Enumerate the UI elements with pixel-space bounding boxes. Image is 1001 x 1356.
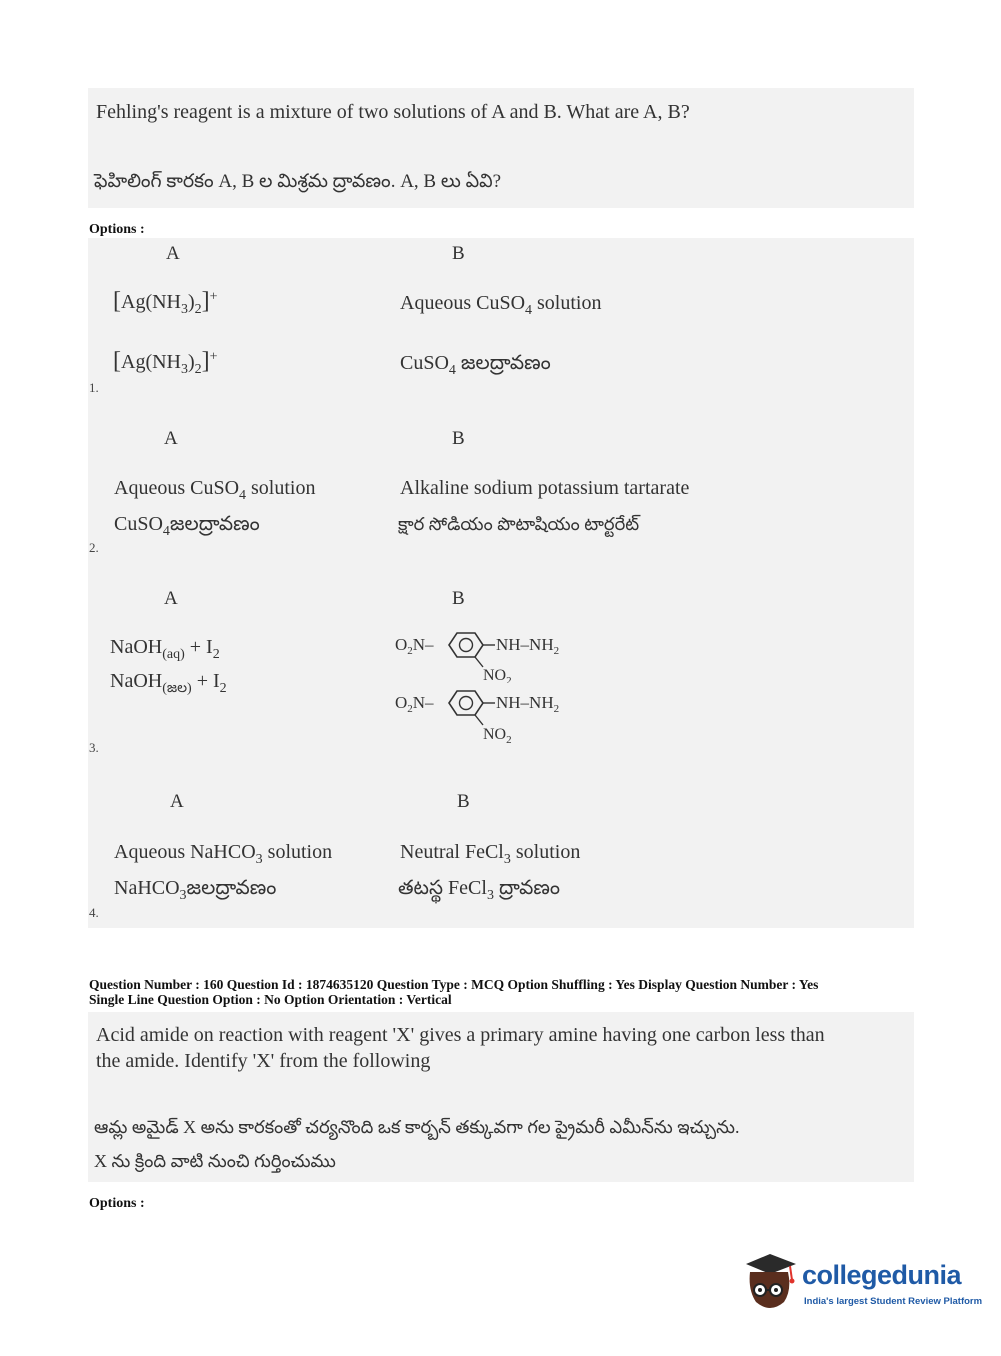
option4-col-b-header: B <box>457 791 470 812</box>
option1-b2: CuSO$_4$ జలద్రావణం <box>400 352 551 378</box>
options-label: Options : <box>89 222 145 237</box>
option4-a1: Aqueous NaHCO$_3$ solution <box>114 841 333 867</box>
option4-b2: తటస్థ FeCl$_3$ ద్రావణం <box>398 877 560 903</box>
question2-text-te-line1: ఆమ్ల అమైడ్ X అను కారకంతో చర్యనొంది ఒక కార్బన్ తక్కువగా గల ప్రైమరీ ఎమీన్‌ను ఇచ్చును. <box>94 1117 740 1137</box>
option1-a2: $[Ag(NH_3)_2]^+$ <box>113 348 218 377</box>
option3-a1: NaOH$_{(aq)}$ + $I_2$ <box>110 636 220 662</box>
question-meta-line2: Single Line Question Option : No Option Orientation : Vertical <box>89 992 452 1007</box>
svg-text:NO2: $NO_2$ <box>483 726 512 745</box>
option1-col-b-header: B <box>452 243 465 264</box>
svg-text:NH–NH2: $NH-NH_2$ <box>496 693 560 715</box>
option4-a2: NaHCO$_3$జలద్రావణం <box>114 877 277 903</box>
option4-col-a-header: A <box>170 791 184 812</box>
option1-col-a-header: A <box>166 243 180 264</box>
question2-text-te-line2: X ను క్రింది వాటి నుంచి గుర్తించుము <box>94 1151 336 1171</box>
option3-a2: NaOH$_{(జల)}$ + $I_2$ <box>110 670 227 696</box>
question-text-en: Fehling's reagent is a mixture of two solutions of A and B. What are A, B? <box>96 101 690 123</box>
scan-region-options <box>88 238 914 928</box>
svg-text:NH–NH2: $NH-NH_2$ <box>496 635 560 657</box>
option1-b1: Aqueous CuSO$_4$ solution <box>400 292 602 318</box>
question2-text-en-line2: the amide. Identify 'X' from the following <box>96 1050 431 1072</box>
option2-b1: Alkaline sodium potassium tartarate <box>400 477 690 499</box>
mascot-icon <box>740 1250 800 1318</box>
option4-b1: Neutral FeCl$_3$ solution <box>400 841 581 867</box>
option1-a1: $[Ag(NH_3)_2]^+$ <box>113 288 218 317</box>
option3-b-structure-1 <box>395 625 595 683</box>
option3-number: 3. <box>89 740 99 755</box>
option2-a2: CuSO$_4$జలద్రావణం <box>114 513 260 539</box>
option3-col-b-header: B <box>452 588 465 609</box>
collegedunia-logo <box>740 1250 983 1320</box>
svg-text:O2N–: $O_2N-$ <box>395 635 434 657</box>
option3-b-structure-2 <box>395 683 595 745</box>
option1-number: 1. <box>89 380 99 395</box>
question-meta-line1: Question Number : 160 Question Id : 1874635120 Question Type : MCQ Option Shuffling : Yes Display Question Number : Yes <box>89 977 819 992</box>
option2-number: 2. <box>89 540 99 555</box>
option2-col-b-header: B <box>452 428 465 449</box>
option3-col-a-header: A <box>164 588 178 609</box>
option2-a1: Aqueous CuSO$_4$ solution <box>114 477 316 503</box>
logo-name: collegedunia <box>802 1260 962 1290</box>
option2-col-a-header: A <box>164 428 178 449</box>
svg-text:NO2: $NO_2$ <box>483 667 512 683</box>
question2-options-label: Options : <box>89 1196 145 1211</box>
option2-b2: క్షార సోడియం పొటాషియం టార్టరేట్ <box>398 514 640 534</box>
svg-text:O2N–: $O_2N-$ <box>395 693 434 715</box>
question2-text-en-line1: Acid amide on reaction with reagent 'X' gives a primary amine having one carbon less than <box>96 1024 825 1046</box>
option4-number: 4. <box>89 905 99 920</box>
logo-tagline: India's largest Student Review Platform <box>804 1296 983 1307</box>
question-text-te: ఫెహిలింగ్ కారకం A, B ల మిశ్రమ ద్రావణం. A, B లు ఏవి? <box>94 171 502 192</box>
